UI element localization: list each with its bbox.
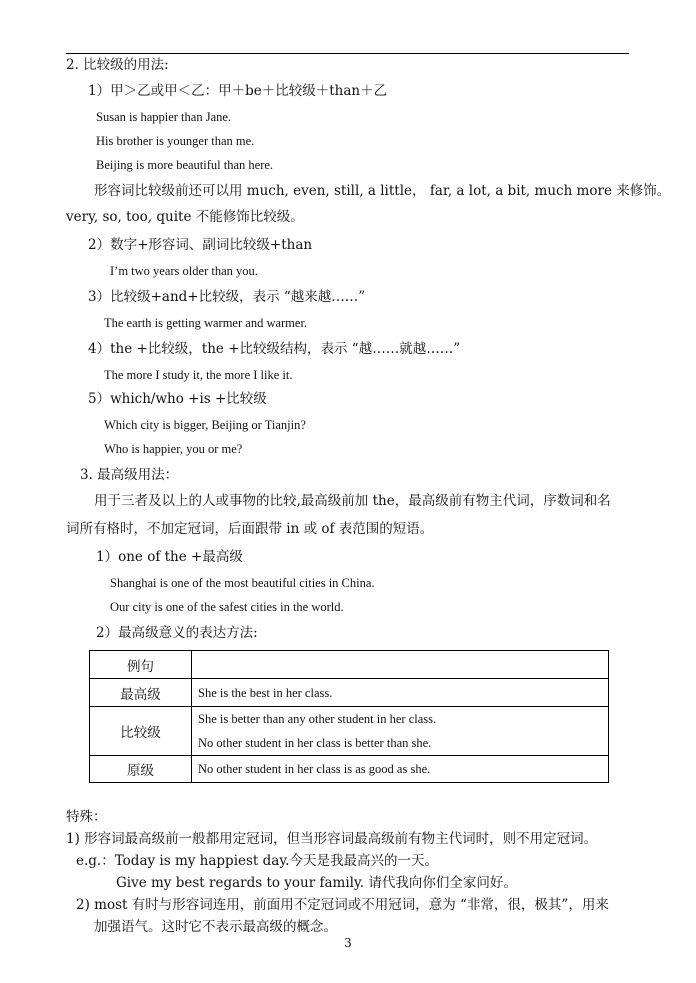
special-note-1: 1) 形容词最高级前一般都用定冠词，但当形容词最高级前有物主代词时，则不用定冠词。 bbox=[66, 831, 598, 847]
comparative-rule-2: 2）数字+形容词、副词比较级+than bbox=[88, 237, 313, 253]
superlative-rule-1: 1）one of the +最高级 bbox=[96, 549, 243, 565]
table-cell bbox=[192, 679, 609, 707]
example-line: Give my best regards to your family. 请代我向你们全家问好。 bbox=[116, 875, 517, 891]
superlative-rule-2: 2）最高级意义的表达方法: bbox=[96, 625, 258, 641]
example-sentence: Our city is one of the safest cities in the world. bbox=[110, 600, 344, 614]
section-3-heading: 3. 最高级用法： bbox=[80, 467, 179, 483]
section-2-heading: 2. 比较级的用法: bbox=[66, 57, 169, 73]
example-sentence: Shanghai is one of the most beautiful cities in China. bbox=[110, 576, 375, 590]
example-sentence: His brother is younger than me. bbox=[96, 134, 255, 148]
header-rule bbox=[66, 53, 629, 54]
page-number: 3 bbox=[344, 936, 352, 950]
superlative-description: 用于三者及以上的人或事物的比较,最高级前加 the，最高级前有物主代词，序数词和名 bbox=[94, 493, 611, 509]
table-cell bbox=[192, 707, 609, 756]
comparative-rule-1: 1）甲＞乙或甲＜乙：甲＋be＋比较级＋than＋乙 bbox=[88, 83, 388, 99]
special-note-2-continued: 加强语气。这时它不表示最高级的概念。 bbox=[94, 919, 337, 935]
expression-table bbox=[89, 650, 609, 783]
table-header-cell: 例句 bbox=[90, 651, 192, 679]
table-row-label: 比较级 bbox=[90, 707, 192, 756]
example-sentence: Susan is happier than Jane. bbox=[96, 110, 232, 124]
comparative-rule-4: 4）the +比较级，the +比较级结构，表示 “越……就越……” bbox=[88, 341, 461, 357]
table-cell-text: She is better than any other student in her class. bbox=[198, 712, 437, 726]
example-sentence: The earth is getting warmer and warmer. bbox=[104, 316, 308, 330]
example-sentence: The more I study it, the more I like it. bbox=[104, 368, 293, 382]
table-cell bbox=[192, 651, 609, 679]
modifier-note-continued: very, so, too, quite 不能修饰比较级。 bbox=[66, 209, 304, 225]
comparative-rule-3: 3）比较级+and+比较级，表示 “越来越……” bbox=[88, 289, 366, 305]
example-sentence: Who is happier, you or me? bbox=[104, 442, 243, 456]
table-row bbox=[90, 651, 609, 679]
table-row-label: 最高级 bbox=[90, 679, 192, 707]
table-cell bbox=[192, 756, 609, 783]
example-sentence: Which city is bigger, Beijing or Tianjin? bbox=[104, 418, 306, 432]
example-sentence: I’m two years older than you. bbox=[110, 264, 258, 278]
table-cell-text: She is the best in her class. bbox=[198, 685, 333, 700]
special-heading: 特殊： bbox=[66, 809, 107, 825]
table-cell-text: No other student in her class is better than she. bbox=[198, 736, 432, 750]
table-row bbox=[90, 679, 609, 707]
example-line: e.g.：Today is my happiest day.今天是我最高兴的一天。 bbox=[76, 853, 438, 869]
special-note-2: 2) most 有时与形容词连用，前面用不定冠词或不用冠词，意为 “非常，很，极其”，用来 bbox=[76, 897, 609, 913]
table-row bbox=[90, 707, 609, 756]
example-sentence: Beijing is more beautiful than here. bbox=[96, 158, 274, 172]
table-row-label: 原级 bbox=[90, 756, 192, 783]
superlative-description-continued: 词所有格时，不加定冠词，后面跟带 in 或 of 表范围的短语。 bbox=[66, 521, 434, 537]
table-cell-text: No other student in her class is as good as she. bbox=[198, 762, 431, 776]
modifier-note: 形容词比较级前还可以用 much, even, still, a little， far, a lot, a bit, much more 来修饰。 bbox=[94, 183, 671, 199]
comparative-rule-5: 5）which/who +is +比较级 bbox=[88, 391, 267, 407]
table-row bbox=[90, 756, 609, 783]
